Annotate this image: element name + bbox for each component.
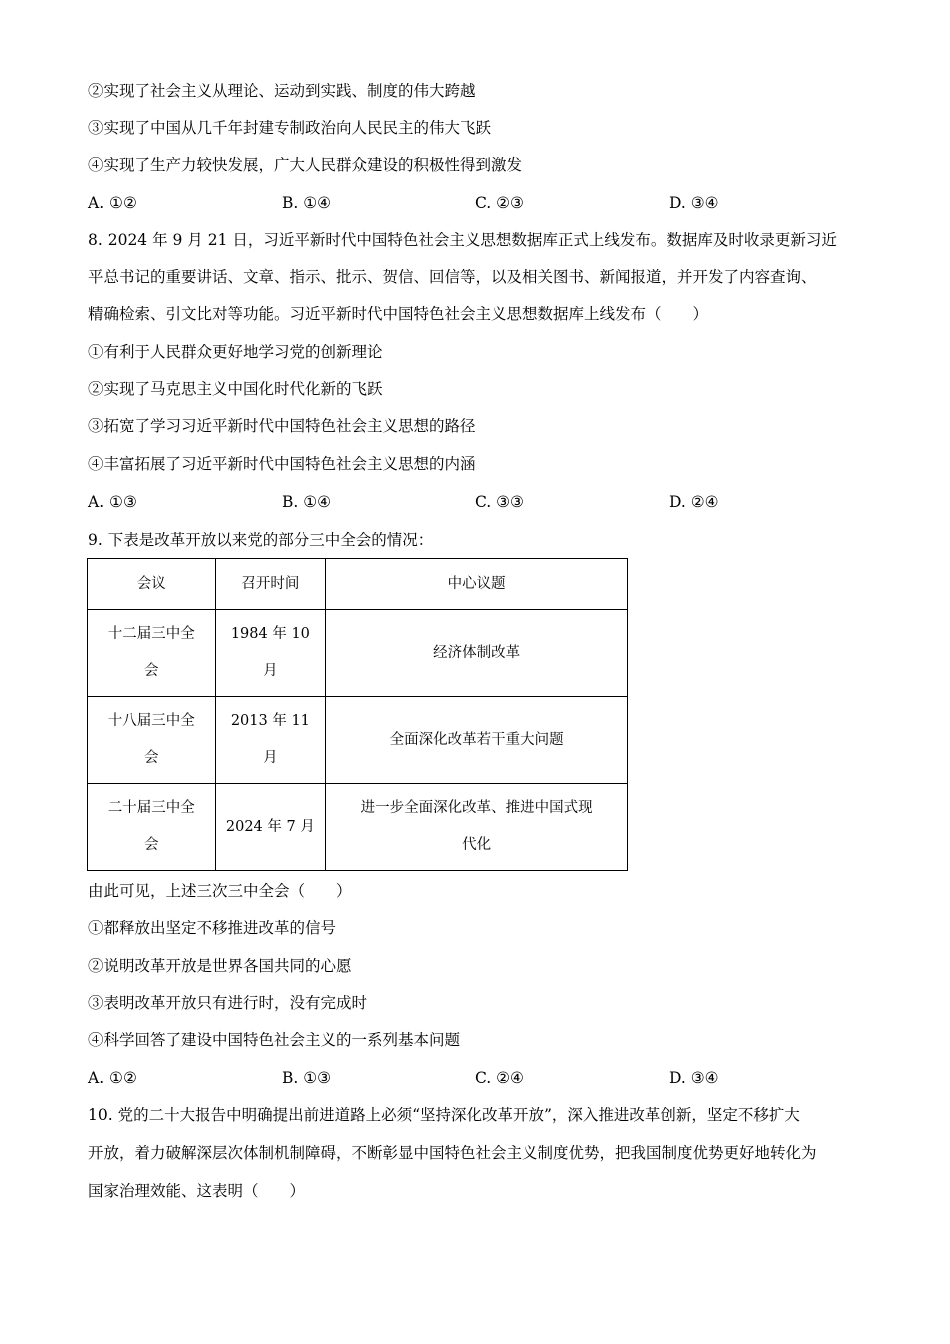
q9-option-1: ①都释放出坚定不移推进改革的信号	[88, 919, 337, 937]
table-header-row	[88, 559, 628, 610]
q8-stem-line-3: 精确检索、引文比对等功能。习近平新时代中国特色社会主义思想数据库上线发布（ ）	[88, 305, 709, 323]
header-topic: 中心议题	[326, 559, 628, 610]
q8-option-1: ①有利于人民群众更好地学习党的创新理论	[88, 343, 383, 361]
cell-line: 十八届三中全	[107, 713, 195, 729]
header-time: 召开时间	[215, 559, 326, 610]
cell-line: 代化	[462, 837, 492, 853]
q7-choice-c: C. ②③	[475, 194, 524, 212]
cell-line: 2013 年 11	[230, 713, 310, 729]
cell-line: 1984 年 10	[230, 626, 310, 642]
q7-choice-b: B. ①④	[282, 194, 332, 212]
cell-line: 全面深化改革若干重大问题	[389, 731, 564, 748]
q8-option-4: ④丰富拓展了习近平新时代中国特色社会主义思想的内涵	[88, 455, 476, 473]
cell-line: 经济体制改革	[433, 644, 521, 661]
table-row	[88, 784, 628, 871]
cell-line: 月	[263, 750, 278, 766]
q7-choice-d: D. ③④	[669, 194, 719, 212]
q8-choice-d: D. ②④	[669, 493, 719, 511]
q9-choice-a: A. ①②	[88, 1069, 137, 1087]
q8-choices	[88, 491, 888, 513]
cell-line: 二十届三中全	[107, 800, 195, 816]
cell-line: 会	[144, 663, 159, 679]
cell-meeting	[88, 784, 216, 871]
q9-choice-b: B. ①③	[282, 1069, 332, 1087]
cell-line: 会	[144, 837, 159, 853]
q9-stem: 9. 下表是改革开放以来党的部分三中全会的情况：	[88, 531, 434, 549]
cell-topic	[326, 784, 628, 871]
q7-choice-a: A. ①②	[88, 194, 137, 212]
cell-line: 2024 年 7 月	[225, 818, 315, 835]
q9-option-4: ④科学回答了建设中国特色社会主义的一系列基本问题	[88, 1031, 461, 1049]
q8-choice-b: B. ①④	[282, 493, 332, 511]
cell-time	[215, 784, 326, 871]
cell-time	[215, 697, 326, 784]
cell-time	[215, 610, 326, 697]
cell-meeting	[88, 610, 216, 697]
header-meeting: 会议	[88, 559, 216, 610]
cell-line: 月	[263, 663, 278, 679]
table-row	[88, 610, 628, 697]
q10-stem-line-2: 开放，着力破解深层次体制机制障碍，不断彰显中国特色社会主义制度优势，把我国制度优势更好地转化为	[88, 1144, 817, 1162]
cell-topic	[326, 610, 628, 697]
table-row	[88, 697, 628, 784]
q8-stem-line-1: 8. 2024 年 9 月 21 日，习近平新时代中国特色社会主义思想数据库正式上线发布。数据库及时收录更新习近	[88, 231, 837, 249]
q9-choice-c: C. ②④	[475, 1069, 524, 1087]
q10-stem-line-1: 10. 党的二十大报告中明确提出前进道路上必须“坚持深化改革开放”，深入推进改革创新，坚定不移扩大	[88, 1106, 800, 1124]
q7-option-2: ②实现了社会主义从理论、运动到实践、制度的伟大跨越	[88, 82, 476, 100]
q8-option-3: ③拓宽了学习习近平新时代中国特色社会主义思想的路径	[88, 417, 476, 435]
q7-choices	[88, 192, 888, 214]
q8-option-2: ②实现了马克思主义中国化时代化新的飞跃	[88, 380, 383, 398]
q9-option-2: ②说明改革开放是世界各国共同的心愿	[88, 957, 352, 975]
q8-choice-a: A. ①③	[88, 493, 137, 511]
q8-stem-line-2: 平总书记的重要讲话、文章、指示、批示、贺信、回信等，以及相关图书、新闻报道，并开发了内容查询、	[88, 268, 817, 286]
cell-line: 十二届三中全	[107, 626, 195, 642]
cell-topic	[326, 697, 628, 784]
q9-choice-d: D. ③④	[669, 1069, 719, 1087]
q7-option-3: ③实现了中国从几千年封建专制政治向人民民主的伟大飞跃	[88, 119, 492, 137]
q7-option-4: ④实现了生产力较快发展，广大人民群众建设的积极性得到激发	[88, 156, 523, 174]
q10-stem-line-3: 国家治理效能、这表明（ ）	[88, 1182, 306, 1200]
plenary-sessions-table	[87, 558, 628, 871]
q8-choice-c: C. ③③	[475, 493, 524, 511]
cell-line: 会	[144, 750, 159, 766]
cell-line: 进一步全面深化改革、推进中国式现	[360, 800, 593, 816]
q9-option-3: ③表明改革开放只有进行时，没有完成时	[88, 994, 368, 1012]
q9-choices	[88, 1067, 888, 1089]
q9-after-table: 由此可见，上述三次三中全会（ ）	[88, 882, 352, 900]
cell-meeting	[88, 697, 216, 784]
